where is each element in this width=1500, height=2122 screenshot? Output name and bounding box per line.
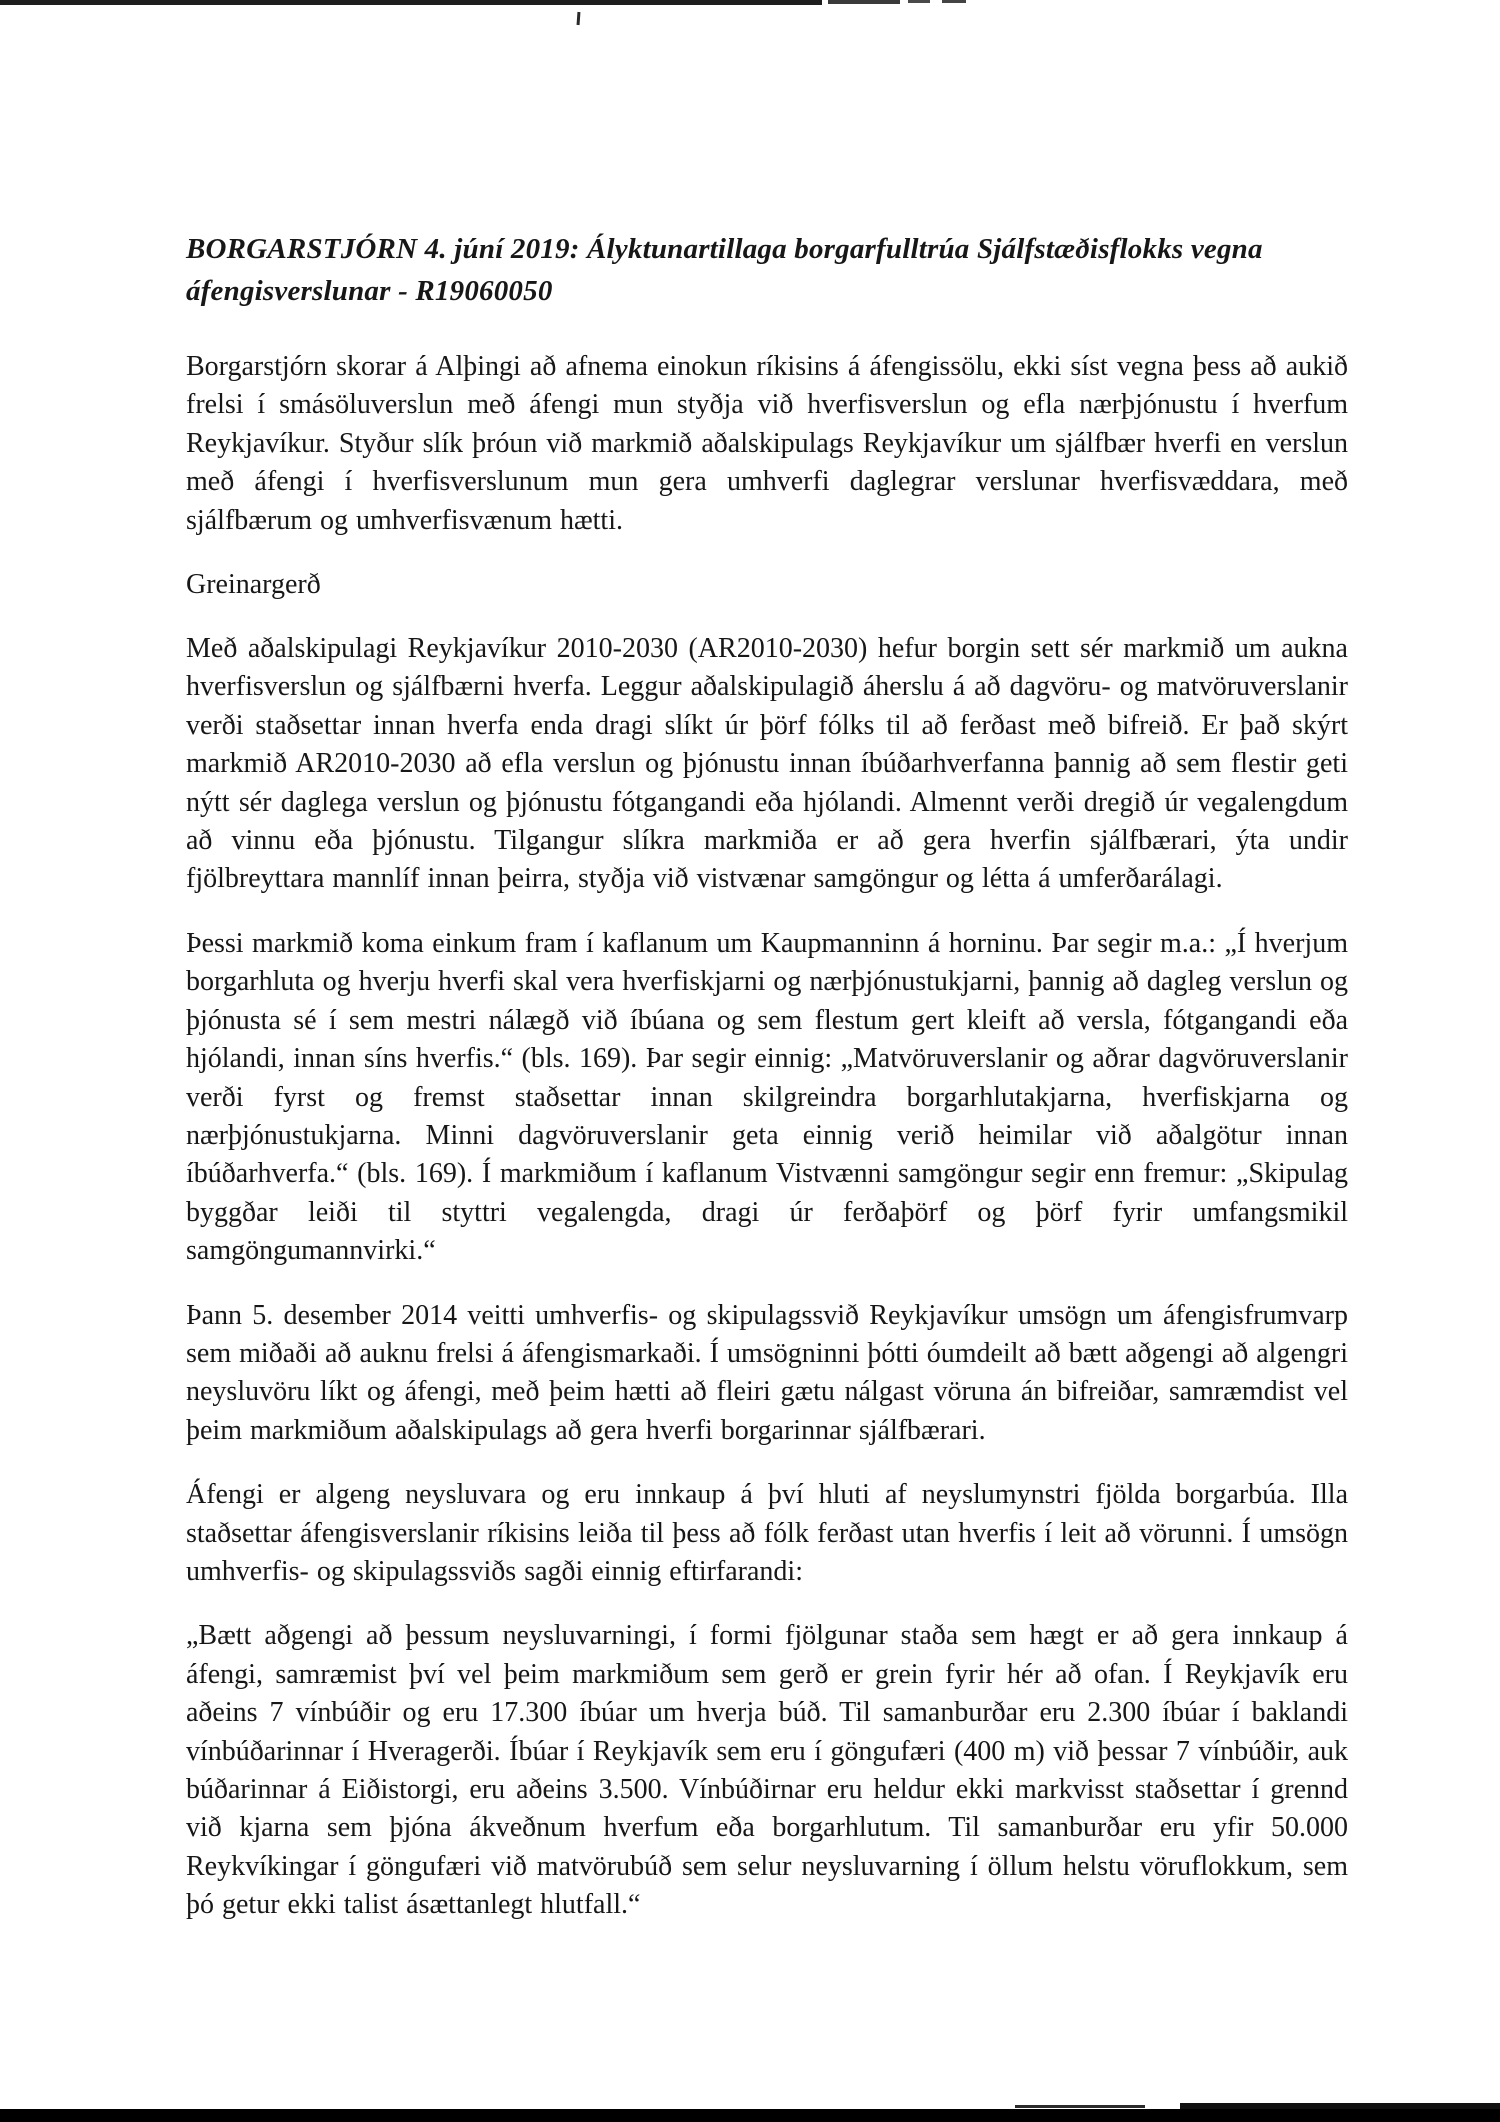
scan-artifact-top-line (0, 0, 822, 5)
paragraph-quote-vinbudir: „Bætt aðgengi að þessum neysluvarningi, í formi fjölgunar staða sem hægt er að gera innkaup á áfengi, samræmist því vel þeim markmiðum sem gerð er grein fyrir hér að ofan. Í Reykjavík eru aðeins 7 vínbúðir og eru 17.300 íbúar um hverja búð. Til samanburðar eru 2.300 íbúar í baklandi vínbúðarinnar í Hveragerði. Íbúar í Reykjavík sem eru í göngufæri (400 m) við þessar 7 vínbúðir, auk búðarinnar á Eiðistorgi, eru aðeins 3.500. Vínbúðirnar eru heldur ekki markvisst staðsettar í grennd við kjarna sem þjóna ákveðnum hverfum eða borgarhlutum. Til samanburðar eru yfir 50.000 Reykvíkingar í göngufæri við matvörubúð sem selur neysluvarning í öllum helstu vöruflokkum, sem þó getur ekki talist ásættanlegt hlutfall.“ (186, 1620, 1348, 1921)
scan-artifact-tick-mark (577, 12, 581, 25)
paragraph-master-plan: Með aðalskipulagi Reykjavíkur 2010-2030 (AR2010-2030) hefur borgin sett sér markmið um aukna hverfisverslun og sjálfbærni hverfa. Leggur aðalskipulagið áherslu á að dagvöru- og matvöruverslanir verði staðsettar innan hverfa enda dragi slíkt úr þörf fólks til að ferðast með bifreið. Er það skýrt markmið AR2010-2030 að efla verslun og þjónustu innan íbúðarhverfanna þannig að sem flestir geti nýtt sér daglega verslun og þjónustu fótgangandi eða hjólandi. Almennt verði dregið úr vegalengdum að vinnu eða þjónustu. Tilgangur slíkra markmiða er að gera hverfin sjálfbærari, ýta undir fjölbreyttara mannlíf innan þeirra, styðja við vistvænar samgöngur og létta á umferðarálagi. (186, 633, 1348, 895)
paragraph-consumption-pattern: Áfengi er algeng neysluvara og eru innkaup á því hluti af neyslumynstri fjölda borgarbúa. Illa staðsettar áfengisverslanir ríkisins leiða til þess að fólk ferðast utan hverfis í leit að vörunni. Í umsögn umhverfis- og skipulagssviðs sagði einnig eftirfarandi: (186, 1479, 1348, 1587)
scan-artifact-bottom-fragment (1015, 2105, 1145, 2108)
document-title: BORGARSTJÓRN 4. júní 2019: Ályktunartillaga borgarfulltrúa Sjálfstæðisflokks vegna áfengisverslunar - R19060050 (186, 233, 1263, 307)
scan-artifact-top-line-fragment (942, 0, 966, 3)
paragraph-kaupmadurinn-quotes: Þessi markmið koma einkum fram í kaflanum um Kaupmanninn á horninu. Þar segir m.a.: „Í hverjum borgarhluta og hverju hverfi skal vera hverfiskjarni og nærþjónustukjarni, þannig að dagleg verslun og þjónusta sé í sem mestri nálægð við íbúana og sem flestum gert kleift að versla, fótgangandi eða hjólandi, innan síns hverfis.“ (bls. 169). Þar segir einnig: „Matvöruverslanir og aðrar dagvöruverslanir verði fyrst og fremst staðsettar innan skilgreindra borgarhlutakjarna, hverfiskjarna og nærþjónustukjarna. Minni dagvöruverslanir geta einnig verið heimilar við aðalgötur innan íbúðarhverfa.“ (bls. 169). Í markmiðum í kaflanum Vistvænni samgöngur segir enn fremur: „Skipulag byggðar leiði til styttri vegalengda, dragi úr ferðaþörf og þörf fyrir umfangsmikil samgöngumannvirki.“ (186, 927, 1348, 1267)
section-heading-greinargerd: Greinargerð (186, 569, 321, 601)
scan-artifact-top-line-fragment (828, 0, 900, 4)
scan-artifact-bottom-bar (0, 2109, 1500, 2122)
paragraph-resolution: Borgarstjórn skorar á Alþingi að afnema einokun ríkisins á áfengissölu, ekki síst vegna þess að aukið frelsi í smásöluverslun með áfengi mun styðja við hverfisverslun og efla nærþjónustu í hverfum Reykjavíkur. Styður slík þróun við markmið aðalskipulags Reykjavíkur um sjálfbær hverfi en verslun með áfengi í hverfisverslunum mun gera umhverfi daglegrar verslunar hverfisvæddara, með sjálfbærum og umhverfisvænum hætti. (186, 351, 1348, 536)
document-body (186, 228, 1348, 1951)
paragraph-2014-opinion: Þann 5. desember 2014 veitti umhverfis- og skipulagssvið Reykjavíkur umsögn um áfengisfrumvarp sem miðaði að auknu frelsi á áfengismarkaði. Í umsögninni þótti óumdeilt að bætt aðgengi að algengri neysluvöru líkt og áfengi, með þeim hætti að fleiri gætu nálgast vöruna án bifreiðar, samræmdist vel þeim markmiðum aðalskipulags að gera hverfi borgarinnar sjálfbærari. (186, 1299, 1348, 1446)
scan-artifact-top-line-fragment (908, 0, 930, 3)
